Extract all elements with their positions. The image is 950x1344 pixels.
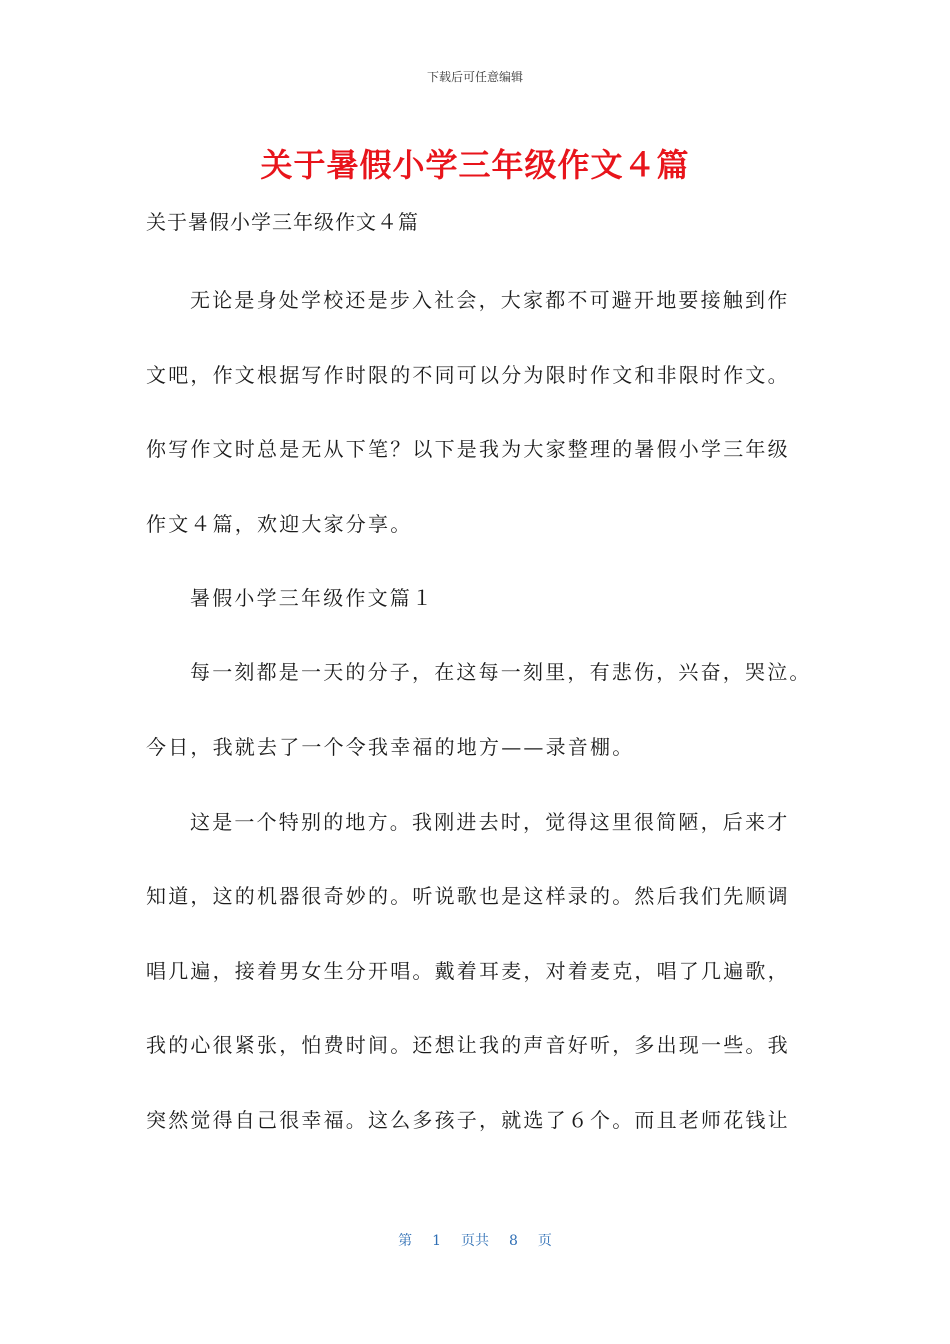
- footer-page-label: 第: [398, 1233, 413, 1249]
- section-heading: 暑假小学三年级作文篇１: [190, 586, 435, 610]
- page-footer: [0, 1230, 950, 1250]
- footer-page-current: 1: [432, 1233, 441, 1249]
- document-subtitle: 关于暑假小学三年级作文４篇: [146, 210, 419, 234]
- footer-page-total: 8: [509, 1233, 518, 1249]
- footer-page-of: 页共: [461, 1233, 489, 1249]
- body-line: 今日，我就去了一个令我幸福的地方——录音棚。: [146, 735, 635, 759]
- body-line: 我的心很紧张，怕费时间。还想让我的声音好听，多出现一些。我: [146, 1033, 790, 1057]
- document-title: 关于暑假小学三年级作文４篇: [260, 146, 690, 184]
- body-line: 作文４篇，欢迎大家分享。: [146, 512, 413, 536]
- body-line: 知道，这的机器很奇妙的。听说歌也是这样录的。然后我们先顺调: [146, 884, 790, 908]
- body-line: 每一刻都是一天的分子，在这每一刻里，有悲伤，兴奋，哭泣。: [190, 660, 812, 684]
- body-line: 你写作文时总是无从下笔？以下是我为大家整理的暑假小学三年级: [146, 437, 790, 461]
- body-line: 突然觉得自己很幸福。这么多孩子，就选了６个。而且老师花钱让: [146, 1108, 790, 1132]
- body-line: 无论是身处学校还是步入社会，大家都不可避开地要接触到作: [190, 288, 790, 312]
- body-line: 唱几遍，接着男女生分开唱。戴着耳麦，对着麦克，唱了几遍歌，: [146, 959, 790, 983]
- body-line: 这是一个特别的地方。我刚进去时，觉得这里很简陋，后来才: [190, 810, 790, 834]
- header-note: 下载后可任意编辑: [426, 70, 523, 84]
- footer-page-suffix: 页: [537, 1233, 552, 1249]
- body-line: 文吧，作文根据写作时限的不同可以分为限时作文和非限时作文。: [146, 363, 790, 387]
